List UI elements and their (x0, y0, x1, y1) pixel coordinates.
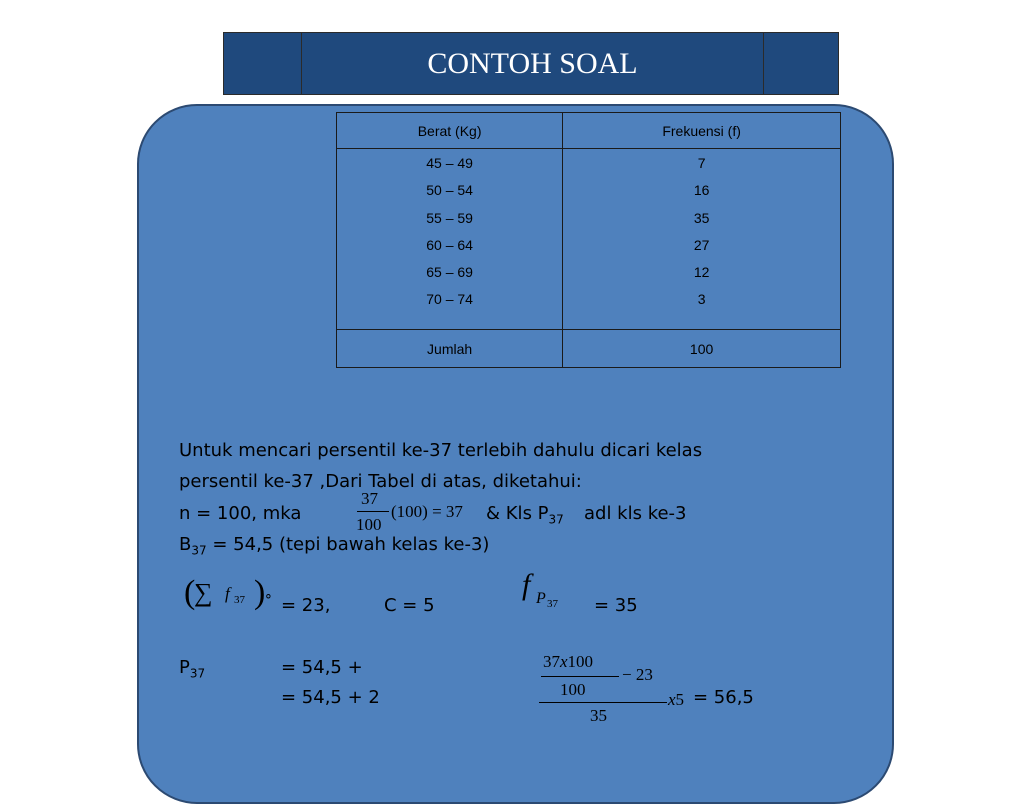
berat-cell: 65 – 69 (426, 264, 473, 281)
formula2-num-a: 37 (543, 652, 560, 671)
berat-cell: 55 – 59 (426, 209, 473, 226)
frek-cell: 27 (693, 236, 710, 253)
b-value: = 54,5 (tepi bawah kelas ke-3) (212, 534, 490, 555)
header-frekuensi: Frekuensi (f) (563, 113, 841, 149)
table-body-row (337, 149, 841, 330)
text-line-3a: n = 100, mka (179, 503, 302, 524)
title-bar-right-cell (764, 33, 840, 94)
formula2-num-b: 100 (567, 652, 594, 671)
text-line-7-result: = 56,5 (693, 687, 754, 708)
formula2-inner-denominator: 100 (560, 680, 586, 699)
sum-close-paren: ) (254, 574, 266, 611)
b-label: B (179, 534, 192, 555)
berat-cell: 50 – 54 (426, 182, 473, 199)
berat-cell: 60 – 64 (426, 236, 473, 253)
title-bar-left-cell (224, 33, 302, 94)
formula2-numerator (543, 652, 593, 672)
frek-cell: 16 (693, 182, 710, 199)
berat-column (337, 149, 563, 330)
formula2-num-x: x (560, 652, 568, 671)
total-value: 100 (563, 330, 841, 368)
text-line-5a: = 23, (281, 595, 331, 616)
text-line-6a (179, 657, 205, 681)
kls-label: & Kls P (486, 503, 549, 524)
formula2-multiplier (668, 690, 684, 710)
formula1-fraction-line (357, 511, 389, 512)
text-line-4 (179, 534, 489, 558)
formula2-denominator: 35 (590, 706, 607, 725)
text-line-2: persentil ke-37 ,Dari Tabel di atas, diketahui: (179, 471, 582, 492)
header-berat: Berat (Kg) (337, 113, 563, 149)
b-subscript: 37 (191, 543, 207, 558)
formula1-numerator: 37 (361, 489, 378, 508)
total-label: Jumlah (337, 330, 563, 368)
sum-subscript: 37 (234, 594, 245, 606)
text-line-3b (486, 503, 564, 527)
formula2-x: x (668, 690, 676, 709)
formula2-five: 5 (675, 690, 685, 709)
table-total-row (337, 330, 841, 368)
frek-cell: 35 (693, 209, 710, 226)
frek-cell: 12 (693, 264, 710, 281)
frek-cell: 7 (697, 155, 706, 171)
formula1-denominator: 100 (356, 515, 382, 534)
table-header-row (337, 113, 841, 149)
formula2-minus: − 23 (622, 665, 653, 684)
title-bar (223, 32, 839, 95)
frekuensi-column (563, 149, 841, 330)
sum-symbol: ∑ (194, 578, 213, 607)
formula2-inner-fraction-line (541, 676, 619, 677)
fp-f: f (522, 568, 531, 601)
text-line-3c: adl kls ke-3 (584, 503, 687, 524)
p-label: P (179, 657, 190, 678)
berat-cell: 70 – 74 (426, 291, 473, 308)
kls-subscript: 37 (548, 512, 564, 527)
formula1-rest: (100) = 37 (391, 502, 463, 521)
frek-cell: 3 (697, 291, 706, 308)
formula2-main-fraction-line (539, 702, 667, 703)
text-line-7: = 54,5 + 2 (281, 687, 380, 708)
text-line-6b: = 54,5 + (281, 657, 363, 678)
fp-subscript: 37 (547, 598, 558, 610)
p-subscript: 37 (189, 666, 206, 681)
sum-f: f (225, 584, 230, 603)
fp-p: P (536, 590, 546, 607)
text-line-1: Untuk mencari persentil ke-37 terlebih dahulu dicari kelas (179, 440, 703, 461)
text-line-5b: C = 5 (384, 595, 435, 616)
berat-cell: 45 – 49 (426, 155, 473, 171)
frequency-table (336, 112, 841, 368)
page-title: CONTOH SOAL (302, 33, 764, 94)
text-line-5c: = 35 (594, 595, 638, 616)
sum-degree-icon: ∘ (264, 589, 273, 604)
sum-open-paren: ( (184, 574, 196, 611)
